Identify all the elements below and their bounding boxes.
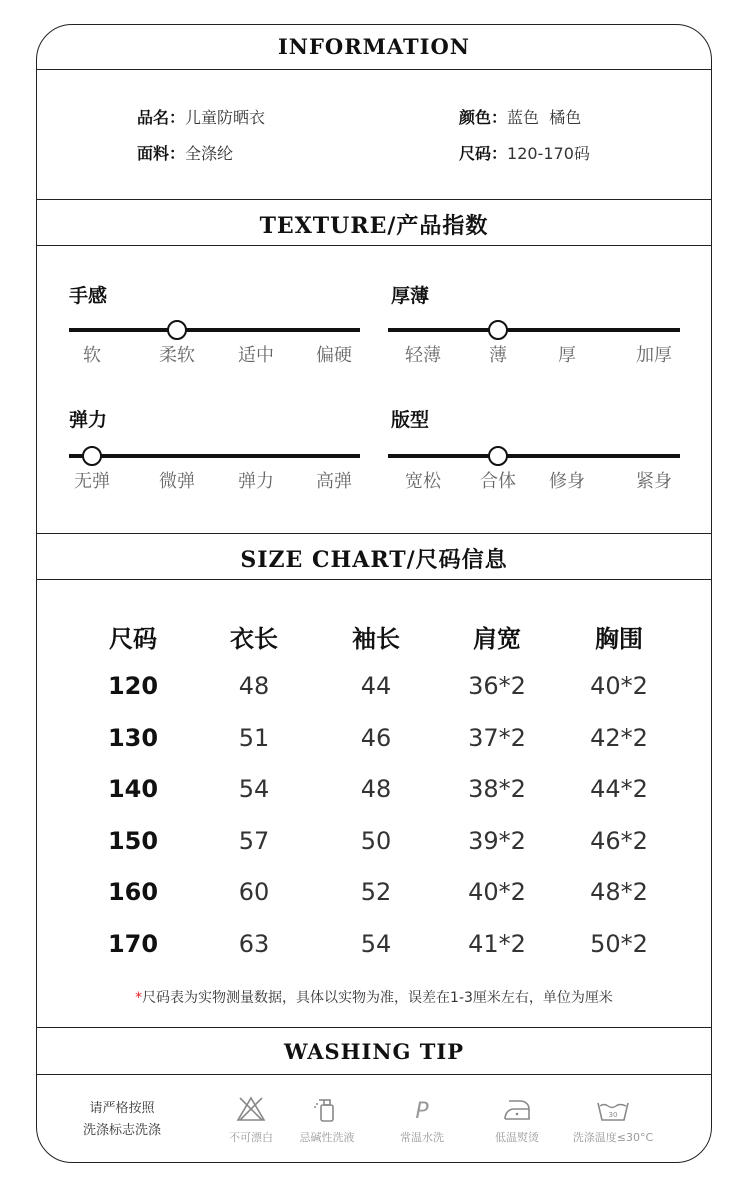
washing-heading: WASHING TIP [283, 1039, 465, 1064]
dry-clean-p-icon [406, 1095, 438, 1123]
texture-scale-tick: 加厚 [636, 345, 672, 366]
divider [37, 579, 711, 580]
wash-item-no-alkaline: 忌碱性洗液 [277, 1095, 377, 1145]
size-table-cell: 48 [360, 775, 392, 804]
texture-scale-marker [82, 446, 102, 466]
texture-scale-track [69, 328, 360, 332]
size-table-cell: 130 [107, 723, 159, 752]
size-table-cell: 44 [360, 672, 392, 700]
wash-30-icon [595, 1095, 631, 1123]
divider [37, 1027, 711, 1028]
size-table-cell: 38*2 [468, 775, 526, 804]
size-table-cell: 36*2 [468, 672, 526, 700]
info-field-name: 品名：儿童防晒衣 [137, 108, 266, 127]
texture-scale-tick: 紧身 [636, 471, 672, 492]
size-table-cell: 46 [360, 723, 392, 752]
detergent-bottle-icon [311, 1095, 343, 1123]
no-bleach-icon [235, 1095, 267, 1123]
texture-scale-tick: 轻薄 [405, 345, 441, 366]
information-heading: INFORMATION [277, 34, 470, 59]
svg-text:P: P [415, 1099, 429, 1123]
size-table-cell: 40*2 [468, 878, 526, 907]
texture-scale-marker [167, 320, 187, 340]
divider [37, 1074, 711, 1075]
info-field-fabric: 面料：全涤纶 [137, 144, 234, 163]
size-table-cell: 50*2 [590, 930, 648, 958]
texture-scale-tick: 厚 [558, 345, 576, 366]
texture-scale-tick: 修身 [549, 471, 585, 492]
size-chart-heading: SIZE CHART/尺码信息 [240, 547, 508, 573]
texture-scale-marker [488, 446, 508, 466]
size-table-cell: 52 [360, 878, 392, 907]
texture-scale-label: 弹力 [69, 409, 108, 431]
size-table-cell: 120 [107, 672, 159, 700]
size-table-header: 胸围 [595, 625, 643, 653]
size-table-cell: 42*2 [590, 723, 648, 752]
texture-scale-label: 手感 [69, 285, 108, 307]
texture-scale-tick: 柔软 [159, 345, 195, 366]
texture-scale-marker [488, 320, 508, 340]
size-table-cell: 39*2 [468, 826, 526, 855]
texture-scale-tick: 无弹 [74, 471, 110, 492]
size-table-header: 袖长 [352, 625, 400, 653]
texture-scale-tick: 高弹 [316, 471, 352, 492]
texture-scale-tick: 弹力 [238, 471, 274, 492]
divider [37, 69, 711, 70]
size-table-cell: 160 [107, 878, 159, 907]
size-table-header: 尺码 [109, 625, 157, 653]
product-info-card [36, 24, 712, 1163]
size-table-cell: 140 [107, 775, 159, 804]
size-table-cell: 57 [238, 826, 270, 855]
info-field-color: 颜色：蓝色 橘色 [459, 108, 582, 127]
texture-scale-track [69, 454, 360, 458]
info-field-size: 尺码：120-170码 [459, 144, 590, 163]
size-table-cell: 41*2 [468, 930, 526, 958]
wash-item-normal-water: P 常温水洗 [372, 1095, 472, 1145]
size-table-cell: 37*2 [468, 723, 526, 752]
texture-scale-track [388, 454, 680, 458]
texture-scale-label: 版型 [391, 409, 430, 431]
texture-heading: TEXTURE/产品指数 [259, 213, 489, 239]
divider [37, 245, 711, 246]
size-table-cell: 48*2 [590, 878, 648, 907]
size-table-header: 衣长 [230, 625, 278, 653]
size-table-cell: 150 [107, 826, 159, 855]
divider [37, 199, 711, 200]
wash-item-no-bleach: 不可漂白 [201, 1095, 301, 1145]
texture-scale-tick: 适中 [238, 345, 274, 366]
divider [37, 533, 711, 534]
texture-scale-tick: 偏硬 [316, 345, 352, 366]
size-table-cell: 60 [238, 878, 270, 907]
texture-scale-tick: 宽松 [405, 471, 441, 492]
texture-scale-tick: 合体 [480, 471, 516, 492]
washing-intro: 请严格按照 洗涤标志洗涤 [83, 1101, 162, 1138]
size-table-cell: 170 [107, 930, 159, 958]
texture-scale-tick: 薄 [489, 345, 507, 366]
size-table-cell: 40*2 [590, 672, 648, 700]
size-table-header: 肩宽 [473, 625, 521, 653]
size-table-cell: 51 [238, 723, 270, 752]
size-table-cell: 63 [238, 930, 270, 958]
texture-scale-tick: 软 [83, 345, 101, 366]
size-table-cell: 54 [360, 930, 392, 958]
size-note: *尺码表为实物测量数据，具体以实物为准，误差在1-3厘米左右，单位为厘米 [135, 990, 613, 1006]
texture-scale-tick: 微弹 [159, 471, 195, 492]
wash-item-low-iron: 低温熨烫 [467, 1095, 567, 1145]
texture-scale-label: 厚薄 [391, 285, 430, 307]
size-table-cell: 44*2 [590, 775, 648, 804]
size-table-cell: 50 [360, 826, 392, 855]
wash-item-temp: 30 洗涤温度≤30°C [563, 1095, 663, 1145]
low-iron-icon [500, 1095, 534, 1123]
size-table-cell: 54 [238, 775, 270, 804]
texture-scale-track [388, 328, 680, 332]
svg-text:30: 30 [608, 1111, 618, 1119]
size-table-cell: 48 [238, 672, 270, 700]
size-table-cell: 46*2 [590, 826, 648, 855]
